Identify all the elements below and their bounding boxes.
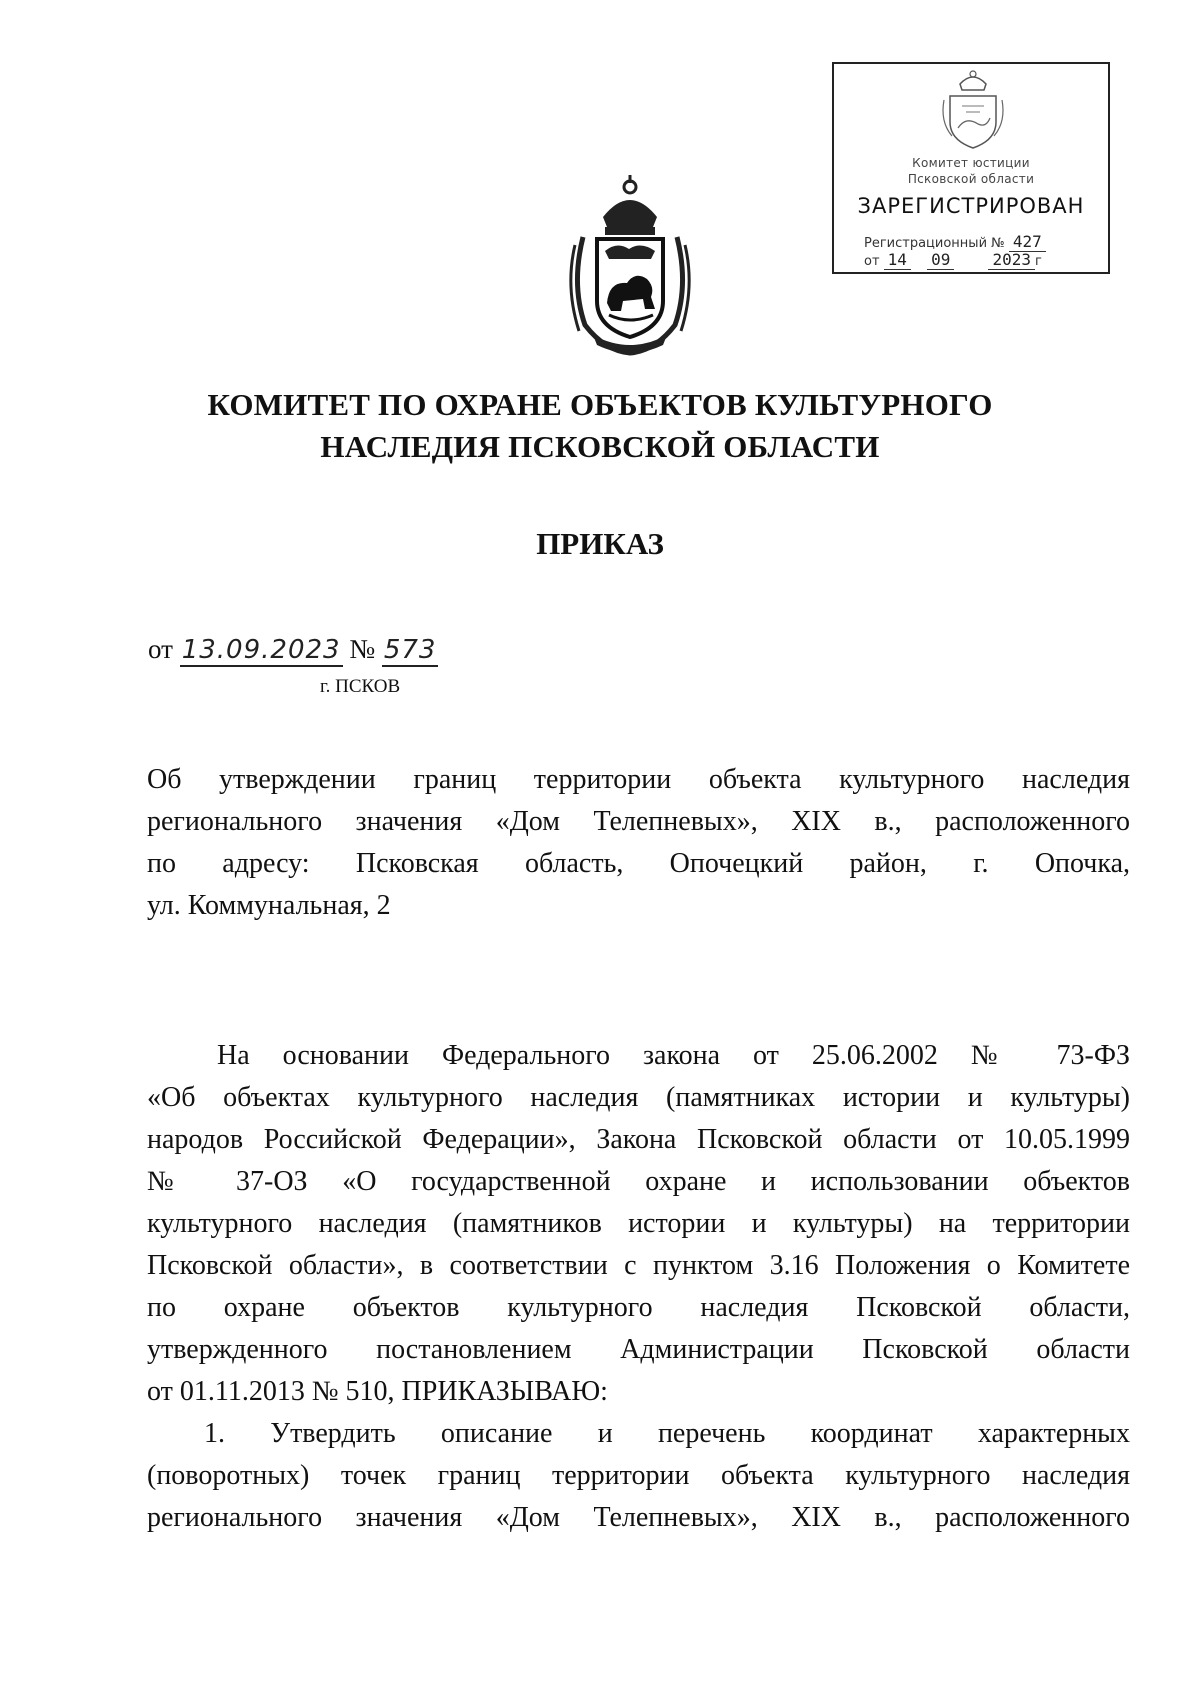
org-title-line1: КОМИТЕТ ПО ОХРАНЕ ОБЪЕКТОВ КУЛЬТУРНОГО <box>207 387 993 422</box>
order-number-value: 573 <box>383 635 437 665</box>
stamp-registered-label: ЗАРЕГИСТРИРОВАН <box>857 194 1085 218</box>
body-line: «Об объектах культурного наследия (памятниках истории и культуры) <box>147 1082 1130 1113</box>
stamp-org-line1: Комитет юстиции <box>912 156 1030 170</box>
stamp-reg-number-value: 427 <box>1009 232 1046 252</box>
stamp-reg-date-day: 14 <box>884 250 911 270</box>
order-city: г. ПСКОВ <box>320 676 401 697</box>
stamp-reg-number-line <box>864 232 1046 252</box>
order-date-value: 13.09.2023 <box>181 635 341 665</box>
stamp-reg-date-year: 2023 <box>988 250 1035 270</box>
body-line: от 01.11.2013 № 510, ПРИКАЗЫВАЮ: <box>147 1376 608 1407</box>
subject-line: Об утверждении границ территории объекта культурного наследия <box>147 764 1130 795</box>
coat-of-arms-icon <box>565 175 695 357</box>
stamp-emblem-icon <box>936 66 1010 152</box>
registration-stamp <box>832 62 1110 274</box>
order-date-number-line <box>148 634 438 665</box>
body-line: народов Российской Федерации», Закона Псковской области от 10.05.1999 <box>147 1124 1130 1155</box>
subject-line: регионального значения «Дом Телепневых», XIX в., расположенного <box>147 806 1130 837</box>
order-number-sign: № <box>349 634 376 664</box>
subject-line: ул. Коммунальная, 2 <box>147 890 391 921</box>
document-type-heading: ПРИКАЗ <box>536 526 664 561</box>
body-line: утвержденного постановлением Администрации Псковской области <box>147 1334 1130 1365</box>
body-line: (поворотных) точек границ территории объекта культурного наследия <box>147 1460 1130 1491</box>
stamp-reg-date-line <box>864 250 1042 270</box>
body-line: по охране объектов культурного наследия Псковской области, <box>147 1292 1130 1323</box>
body-line: На основании Федерального закона от 25.06.2002 № 73-ФЗ <box>217 1040 1130 1071</box>
org-title-line2: НАСЛЕДИЯ ПСКОВСКОЙ ОБЛАСТИ <box>320 429 880 464</box>
stamp-reg-date-prefix: от <box>864 254 880 269</box>
body-line: № 37-ОЗ «О государственной охране и использовании объектов <box>147 1166 1130 1197</box>
body-line: культурного наследия (памятников истории и культуры) на территории <box>147 1208 1130 1239</box>
stamp-org-line2: Псковской области <box>907 172 1035 186</box>
stamp-reg-date-suffix: г <box>1035 254 1042 269</box>
body-line: 1. Утвердить описание и перечень координат характерных <box>204 1418 1130 1449</box>
order-date-prefix: от <box>148 634 173 664</box>
stamp-reg-number-label: Регистрационный № <box>864 236 1005 251</box>
body-line: Псковской области», в соответствии с пунктом 3.16 Положения о Комитете <box>147 1250 1130 1281</box>
stamp-reg-date-month: 09 <box>927 250 954 270</box>
subject-line: по адресу: Псковская область, Опочецкий район, г. Опочка, <box>147 848 1130 879</box>
body-line: регионального значения «Дом Телепневых», XIX в., расположенного <box>147 1502 1130 1533</box>
